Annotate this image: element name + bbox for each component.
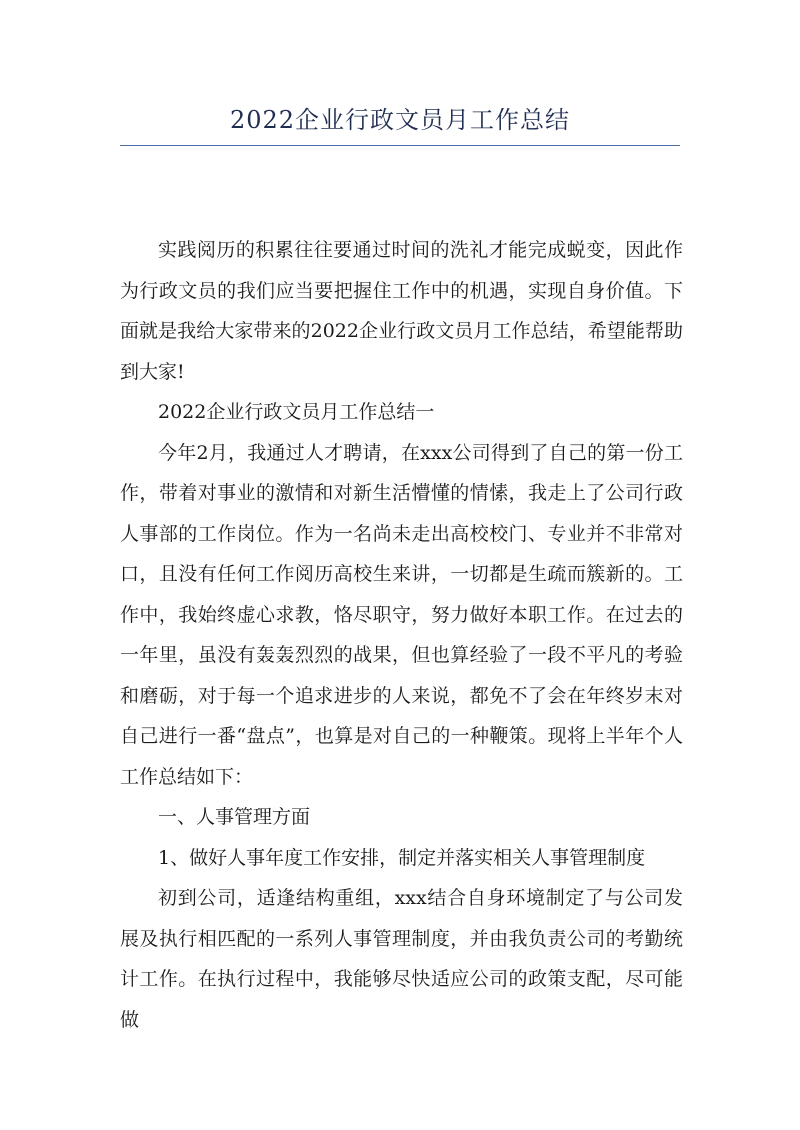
subsection-heading: 1、做好人事年度工作安排，制定并落实相关人事管理制度 [158, 846, 646, 869]
body-paragraph: 今年2月，我通过人才聘请，在xxx公司得到了自己的第一份工作，带着对事业的激情和对新生活懵懂的情愫，我走上了公司行政人事部的工作岗位。作为一名尚未走出高校校门、专业并不非常对口，且没有任何工作阅历高校生来讲，一切都是生疏而簇新的。工作中，我始终虚心求教，恪尽职守，努力做好本职工作。在过去的一年里，虽没有轰轰烈烈的战果，但也算经验了一段不平凡的考验和磨砺，对于每一个追求进步的人来说，都免不了会在年终岁末对自己进行一番“盘点”，也算是对自己的一种鞭策。现将上半年个人工作总结如下： [120, 441, 683, 788]
title-underline [120, 145, 680, 146]
body-paragraph: 初到公司，适逢结构重组，xxx结合自身环境制定了与公司发展及执行相匹配的一系列人事管理制度，并由我负责公司的考勤统计工作。在执行过程中，我能够尽快适应公司的政策支配，尽可能做 [120, 887, 683, 1031]
section-title: 2022企业行政文员月工作总结一 [158, 401, 435, 423]
document-title: 2022企业行政文员月工作总结 [229, 106, 571, 134]
document-body [120, 230, 683, 1040]
section-heading-hr: 一、人事管理方面 [158, 806, 311, 828]
intro-paragraph: 实践阅历的积累往往要通过时间的洗礼才能完成蜕变，因此作为行政文员的我们应当要把握住工作中的机遇，实现自身价值。下面就是我给大家带来的2022企业行政文员月工作总结，希望能帮助到大家! [120, 239, 683, 383]
